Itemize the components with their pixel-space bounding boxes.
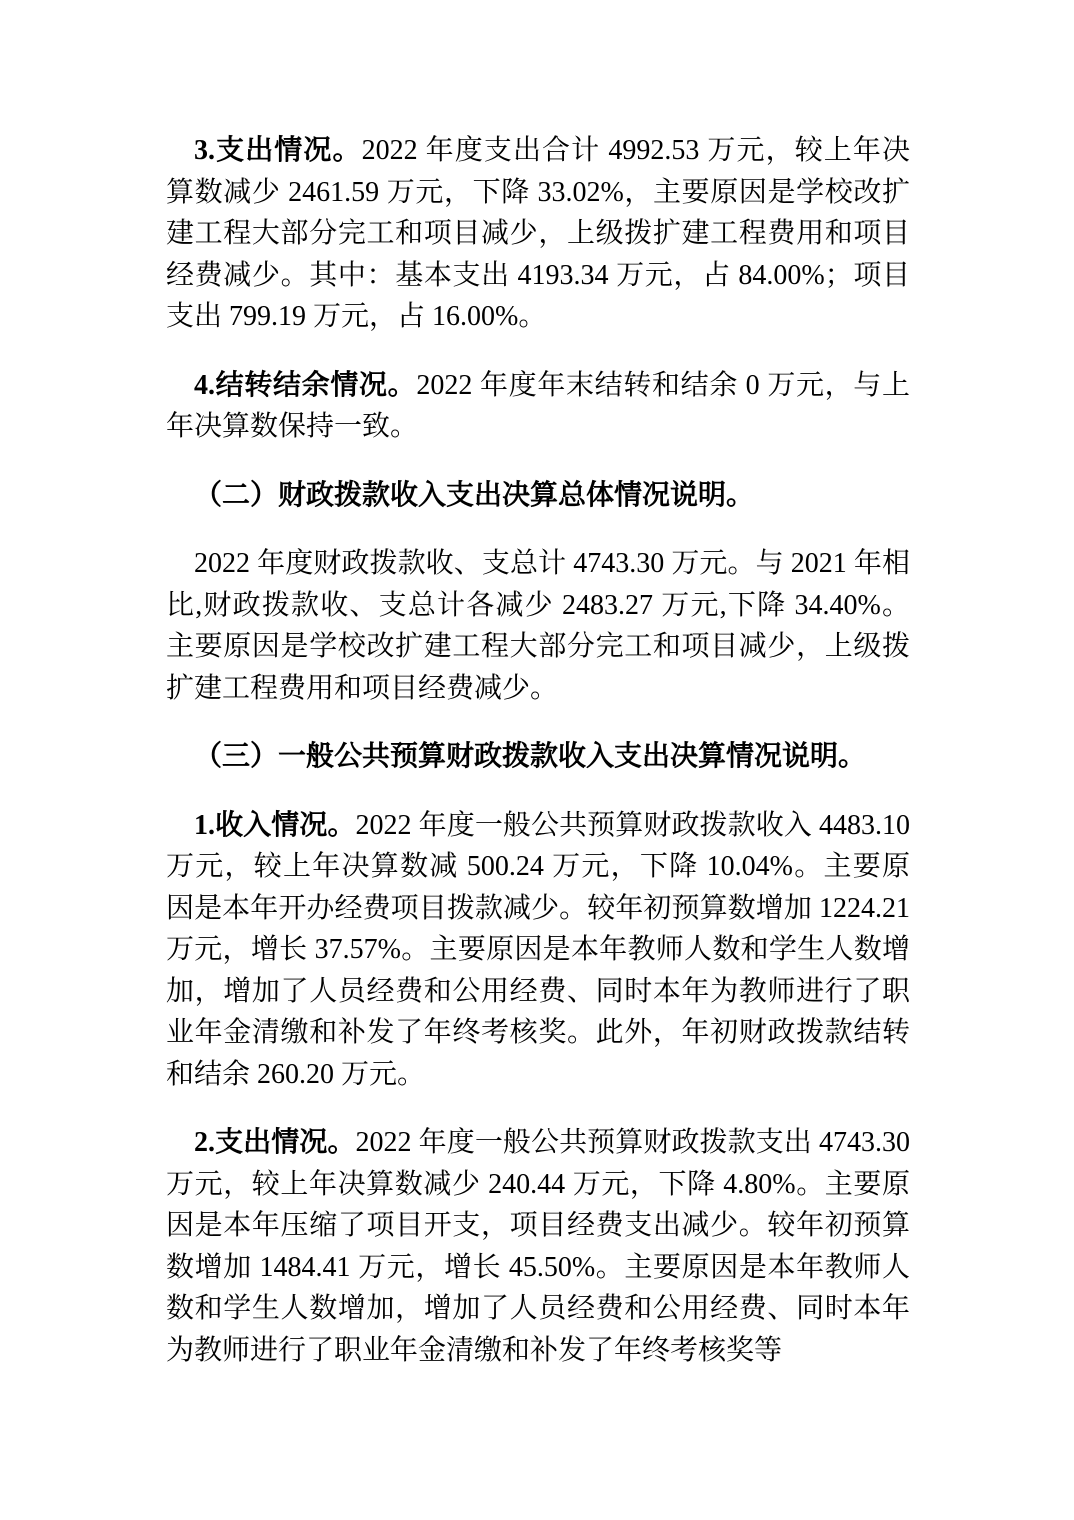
paragraph: 2022 年度财政拨款收、支总计 4743.30 万元。与 2021 年相比,财政拨款收、支总计各减少 2483.27 万元,下降 34.40%。主要原因是学校改扩建工程大部分完工和项目减少，上级拨扩建工程费用和项目经费减少。 (166, 548, 910, 704)
paragraph-lead: 1.收入情况。 (194, 809, 356, 841)
paragraph-lead: 2.支出情况。 (194, 1127, 356, 1158)
paragraph: 3.支出情况。2022 年度支出合计 4992.53 万元，较上年决算数减少 2461.59 万元，下降 33.02%，主要原因是学校改扩建工程大部分完工和项目减少，上级拨扩建工程费用和项目经费减少。其中：基本支出 4193.34 万元，占 84.00%；项目支出 799.19 万元，占 16.00%。 (166, 135, 910, 332)
section-heading: （二）财政拨款收入支出决算总体情况说明。 (194, 479, 755, 511)
document-content (166, 130, 910, 1398)
section-heading: （三）一般公共预算财政拨款收入支出决算情况说明。 (194, 741, 867, 772)
paragraph: 4.结转结余情况。2022 年度年末结转和结余 0 万元，与上年决算数保持一致。 (166, 369, 910, 442)
paragraph: 1.收入情况。2022 年度一般公共预算财政拨款收入 4483.10 万元，较上年决算数减 500.24 万元，下降 10.04%。主要原因是本年开办经费项目拨款减少。较年初预算数增加 1224.21 万元，增长 37.57%。主要原因是本年教师人数和学生人数增加，增加了人员经费和公用经费、同时本年为教师进行了职业年金清缴和补发了年终考核奖。此外，年初财政拨款结转和结余 260.20 万元。 (166, 809, 910, 1090)
paragraph-lead: 4.结转结余情况。 (194, 369, 417, 401)
paragraph: 2.支出情况。2022 年度一般公共预算财政拨款支出 4743.30 万元，较上年决算数减少 240.44 万元，下降 4.80%。主要原因是本年压缩了项目开支，项目经费支出减少。较年初预算数增加 1484.41 万元，增长 45.50%。主要原因是本年教师人数和学生人数增加，增加了人员经费和公用经费、同时本年为教师进行了职业年金清缴和补发了年终考核奖等 (166, 1127, 910, 1366)
paragraph-lead: 3.支出情况。 (194, 135, 362, 166)
